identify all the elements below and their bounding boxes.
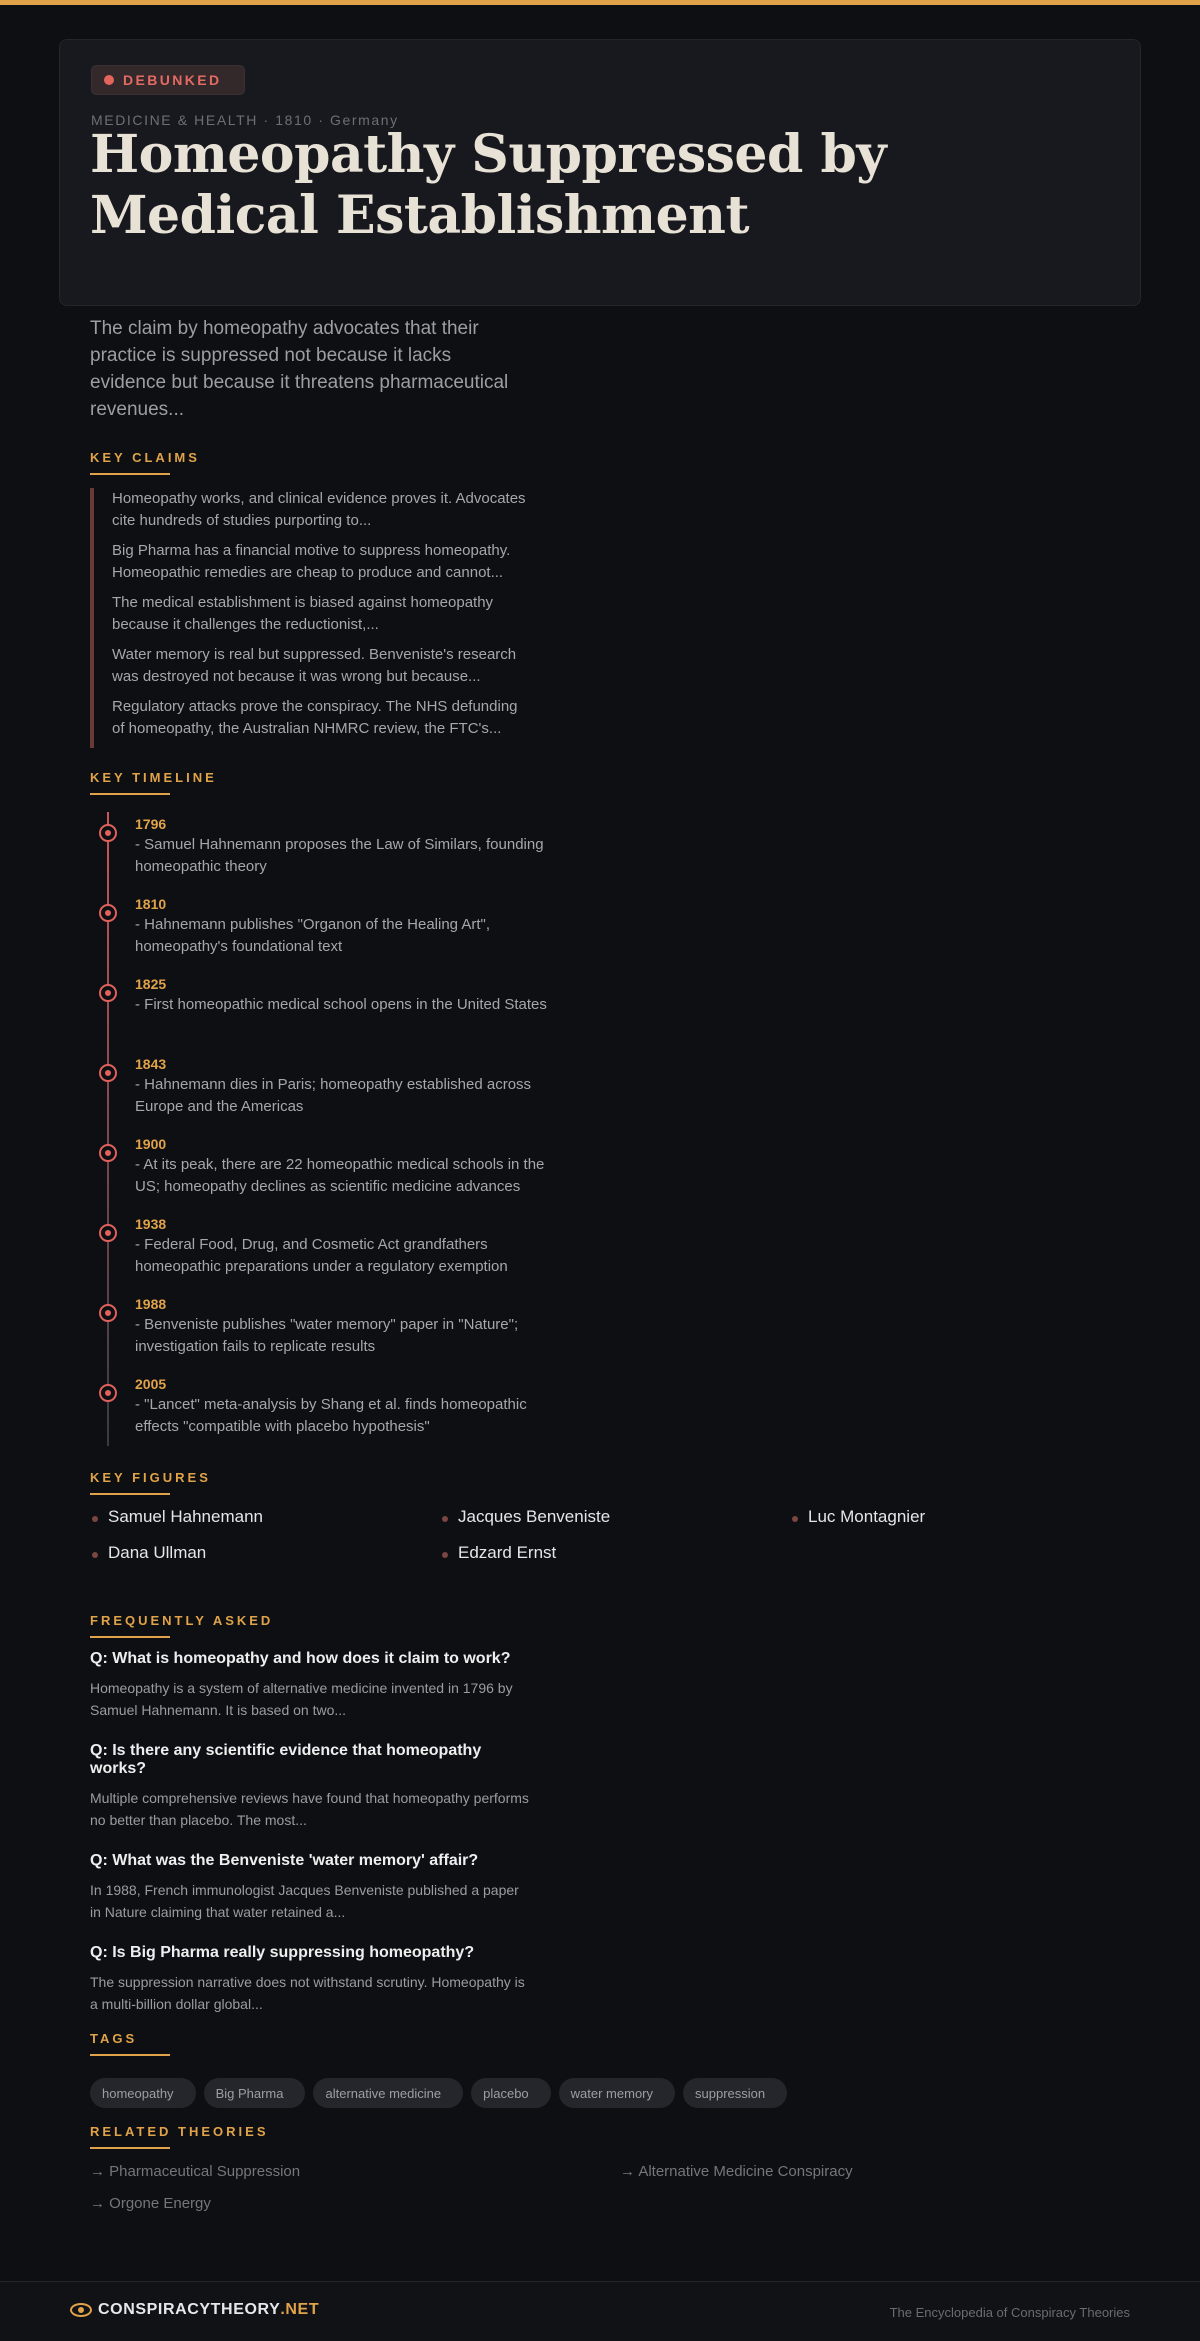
summary-lede: The claim by homeopathy advocates that their practice is suppressed not because it lacks evidence but because it threatens pharmaceutical revenues...	[90, 318, 509, 420]
timeline	[90, 812, 590, 1446]
section-heading-tags: TAGS	[90, 2031, 138, 2046]
timeline-marker-icon	[99, 1304, 117, 1322]
tag-chip[interactable]: Big Pharma	[204, 2078, 306, 2108]
tag-list	[90, 2078, 787, 2108]
page-title: Homeopathy Suppressed by Medical Establishment	[90, 124, 887, 246]
timeline-year: 1810	[135, 896, 167, 912]
timeline-year: 1900	[135, 1136, 167, 1152]
figures-list	[90, 1507, 1110, 1577]
faq-answer: Homeopathy is a system of alternative medicine invented in 1796 by Samuel Hahnemann. It is based on two...	[90, 1680, 513, 1718]
related-link[interactable]: → Orgone Energy	[90, 2195, 211, 2212]
faq-answer: Multiple comprehensive reviews have found that homeopathy performs no better than placebo. The most...	[90, 1790, 529, 1828]
timeline-year: 1988	[135, 1296, 167, 1312]
section-heading-related: RELATED THEORIES	[90, 2124, 269, 2139]
timeline-year: 1825	[135, 976, 167, 992]
timeline-marker-icon	[99, 1144, 117, 1162]
timeline-year: 1796	[135, 816, 167, 832]
status-badge-label: DEBUNKED	[123, 72, 222, 88]
timeline-marker-icon	[99, 1224, 117, 1242]
timeline-marker-icon	[99, 824, 117, 842]
claim-item: Big Pharma has a financial motive to suppress homeopathy. Homeopathic remedies are cheap to produce and cannot...	[90, 540, 530, 592]
faq-question[interactable]: Q: Is there any scientific evidence that homeopathy works?	[90, 1742, 482, 1777]
claim-item: Homeopathy works, and clinical evidence proves it. Advocates cite hundreds of studies purporting to...	[90, 488, 530, 540]
faq-question[interactable]: Q: What is homeopathy and how does it claim to work?	[90, 1650, 511, 1667]
timeline-text: - First homeopathic medical school opens in the United States	[135, 996, 547, 1013]
claim-item: Regulatory attacks prove the conspiracy. The NHS defunding of homeopathy, the Australian NHMRC review, the FTC's...	[90, 696, 530, 748]
logo-wordmark: CONSPIRACYTHEORY	[98, 2301, 281, 2318]
related-theories	[90, 2160, 1110, 2230]
timeline-marker-icon	[99, 984, 117, 1002]
hero-card	[59, 39, 1141, 306]
figure-link[interactable]: Samuel Hahnemann	[90, 1507, 263, 1527]
claim-item: Water memory is real but suppressed. Benveniste's research was destroyed not because it was wrong but because...	[90, 644, 530, 696]
tag-chip[interactable]: placebo	[471, 2078, 551, 2108]
figure-link[interactable]: Jacques Benveniste	[440, 1507, 610, 1527]
timeline-year: 2005	[135, 1376, 167, 1392]
site-logo[interactable]	[70, 2301, 319, 2319]
faq-question[interactable]: Q: Is Big Pharma really suppressing homeopathy?	[90, 1944, 475, 1961]
timeline-marker-icon	[99, 904, 117, 922]
tag-chip[interactable]: suppression	[683, 2078, 787, 2108]
faq-answer: In 1988, French immunologist Jacques Benveniste published a paper in Nature claiming that water retained a...	[90, 1882, 519, 1920]
related-link[interactable]: → Pharmaceutical Suppression	[90, 2163, 301, 2180]
faq-list	[90, 1650, 530, 2036]
timeline-marker-icon	[99, 1384, 117, 1402]
tag-chip[interactable]: water memory	[559, 2078, 675, 2108]
top-accent-bar	[0, 0, 1200, 5]
timeline-text: - Federal Food, Drug, and Cosmetic Act grandfathers homeopathic preparations under a regulatory exemption	[135, 1236, 508, 1275]
section-heading-figures: KEY FIGURES	[90, 1470, 211, 1485]
tag-chip[interactable]: alternative medicine	[313, 2078, 463, 2108]
figure-link[interactable]: Dana Ullman	[90, 1543, 206, 1563]
timeline-text: - Hahnemann publishes "Organon of the Healing Art", homeopathy's foundational text	[135, 916, 491, 955]
figure-link[interactable]: Edzard Ernst	[440, 1543, 556, 1563]
timeline-marker-icon	[99, 1064, 117, 1082]
claims-list	[90, 488, 530, 748]
eye-icon	[70, 2303, 92, 2317]
tag-chip[interactable]: homeopathy	[90, 2078, 196, 2108]
logo-tld: .NET	[280, 2301, 320, 2318]
figure-link[interactable]: Luc Montagnier	[790, 1507, 925, 1527]
timeline-text: - At its peak, there are 22 homeopathic medical schools in the US; homeopathy declines as scientific medicine advances	[135, 1156, 545, 1195]
claim-item: The medical establishment is biased against homeopathy because it challenges the reductionist,...	[90, 592, 530, 644]
timeline-text: - Samuel Hahnemann proposes the Law of Similars, founding homeopathic theory	[135, 836, 544, 875]
faq-question[interactable]: Q: What was the Benveniste 'water memory' affair?	[90, 1852, 479, 1869]
status-dot-icon	[104, 75, 114, 85]
site-footer	[0, 2281, 1200, 2341]
category-meta: MEDICINE & HEALTH · 1810 · Germany	[91, 112, 399, 128]
section-heading-faq: FREQUENTLY ASKED	[90, 1613, 274, 1628]
footer-tagline: The Encyclopedia of Conspiracy Theories	[889, 2305, 1130, 2320]
related-link[interactable]: → Alternative Medicine Conspiracy	[620, 2163, 853, 2180]
status-badge	[91, 65, 245, 95]
section-heading-claims: KEY CLAIMS	[90, 450, 200, 465]
timeline-year: 1938	[135, 1216, 167, 1232]
timeline-year: 1843	[135, 1056, 167, 1072]
faq-answer: The suppression narrative does not withstand scrutiny. Homeopathy is a multi-billion dollar global...	[90, 1974, 525, 2012]
timeline-text: - Hahnemann dies in Paris; homeopathy established across Europe and the Americas	[135, 1076, 532, 1115]
section-heading-timeline: KEY TIMELINE	[90, 770, 217, 785]
timeline-text: - "Lancet" meta-analysis by Shang et al. finds homeopathic effects "compatible with placebo hypothesis"	[135, 1396, 527, 1435]
timeline-text: - Benveniste publishes "water memory" paper in "Nature"; investigation fails to replicate results	[135, 1316, 519, 1355]
